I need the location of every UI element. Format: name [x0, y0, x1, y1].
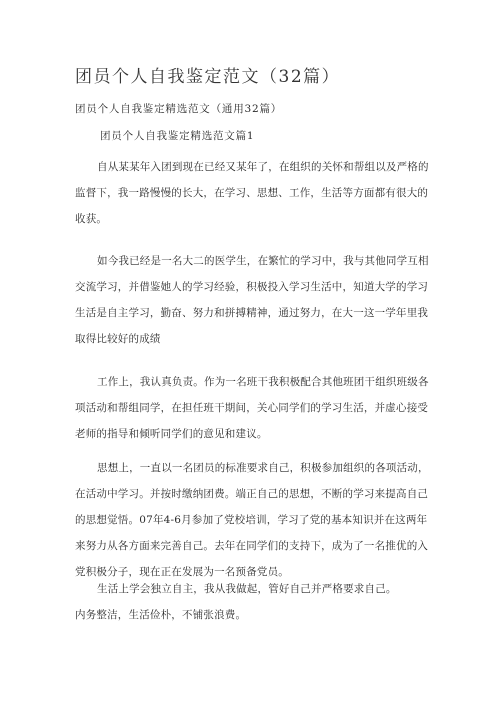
paragraph-3	[75, 369, 431, 447]
paragraph-line: 收获。	[75, 213, 108, 225]
paragraph-2	[75, 248, 431, 352]
paragraph-line: 在活动中学习。并按时缴纳团费。端正自己的思想，不断的学习来提高自己	[75, 488, 429, 500]
paragraph-line: 思想上，一直以一名团员的标准要求自己，积极参加组织的各项活动，	[97, 462, 429, 474]
paragraph-4	[75, 455, 431, 585]
paragraph-line: 生活是自主学习，勤奋、努力和拼搏精神，通过努力，在大一这一学年里我	[75, 307, 429, 319]
section-heading: 团员个人自我鉴定精选范文篇1	[100, 130, 255, 142]
paragraph-line: 内务整洁，生活俭朴，不铺张浪费。	[75, 609, 247, 621]
paragraph-line: 交流学习，并借鉴她人的学习经验，积极投入学习生活中，知道大学的学习	[75, 281, 429, 293]
paragraph-line: 工作上，我认真负责。作为一名班干我积极配合其他班团干组织班级各	[97, 376, 429, 388]
paragraph-line: 取得比较好的成绩	[75, 333, 161, 345]
paragraph-line: 党积极分子，现在正在发展为一名预备党员。	[75, 566, 289, 578]
paragraph-line: 项活动和帮组同学，在担任班干期间，关心同学们的学习生活，并虚心接受	[75, 402, 429, 414]
paragraph-line: 生活上学会独立自主，我从我做起，管好自己并严格要求自己。	[97, 583, 397, 595]
paragraph-line: 如今我已经是一名大二的医学生，在繁忙的学习中，我与其他同学互相	[97, 255, 429, 267]
document-subtitle: 团员个人自我鉴定精选范文（通用32篇）	[75, 103, 283, 115]
paragraph-line: 来努力从各方面来完善自己。去年在同学们的支持下，成为了一名推优的入	[75, 540, 429, 552]
paragraph-1	[75, 154, 431, 232]
paragraph-line: 监督下，我一路慢慢的长大，在学习、思想、工作，生活等方面都有很大的	[75, 187, 429, 199]
paragraph-line: 的思想觉悟。07年4-6月参加了党校培训，学习了党的基本知识并在这两年	[75, 514, 428, 526]
paragraph-line: 老师的指导和倾听同学们的意见和建议。	[75, 428, 268, 440]
document-title: 团员个人自我鉴定范文（32篇）	[75, 67, 341, 87]
paragraph-line: 自从某某年入团到现在已经又某年了，在组织的关怀和帮组以及严格的	[97, 161, 429, 173]
paragraph-5	[75, 576, 431, 628]
